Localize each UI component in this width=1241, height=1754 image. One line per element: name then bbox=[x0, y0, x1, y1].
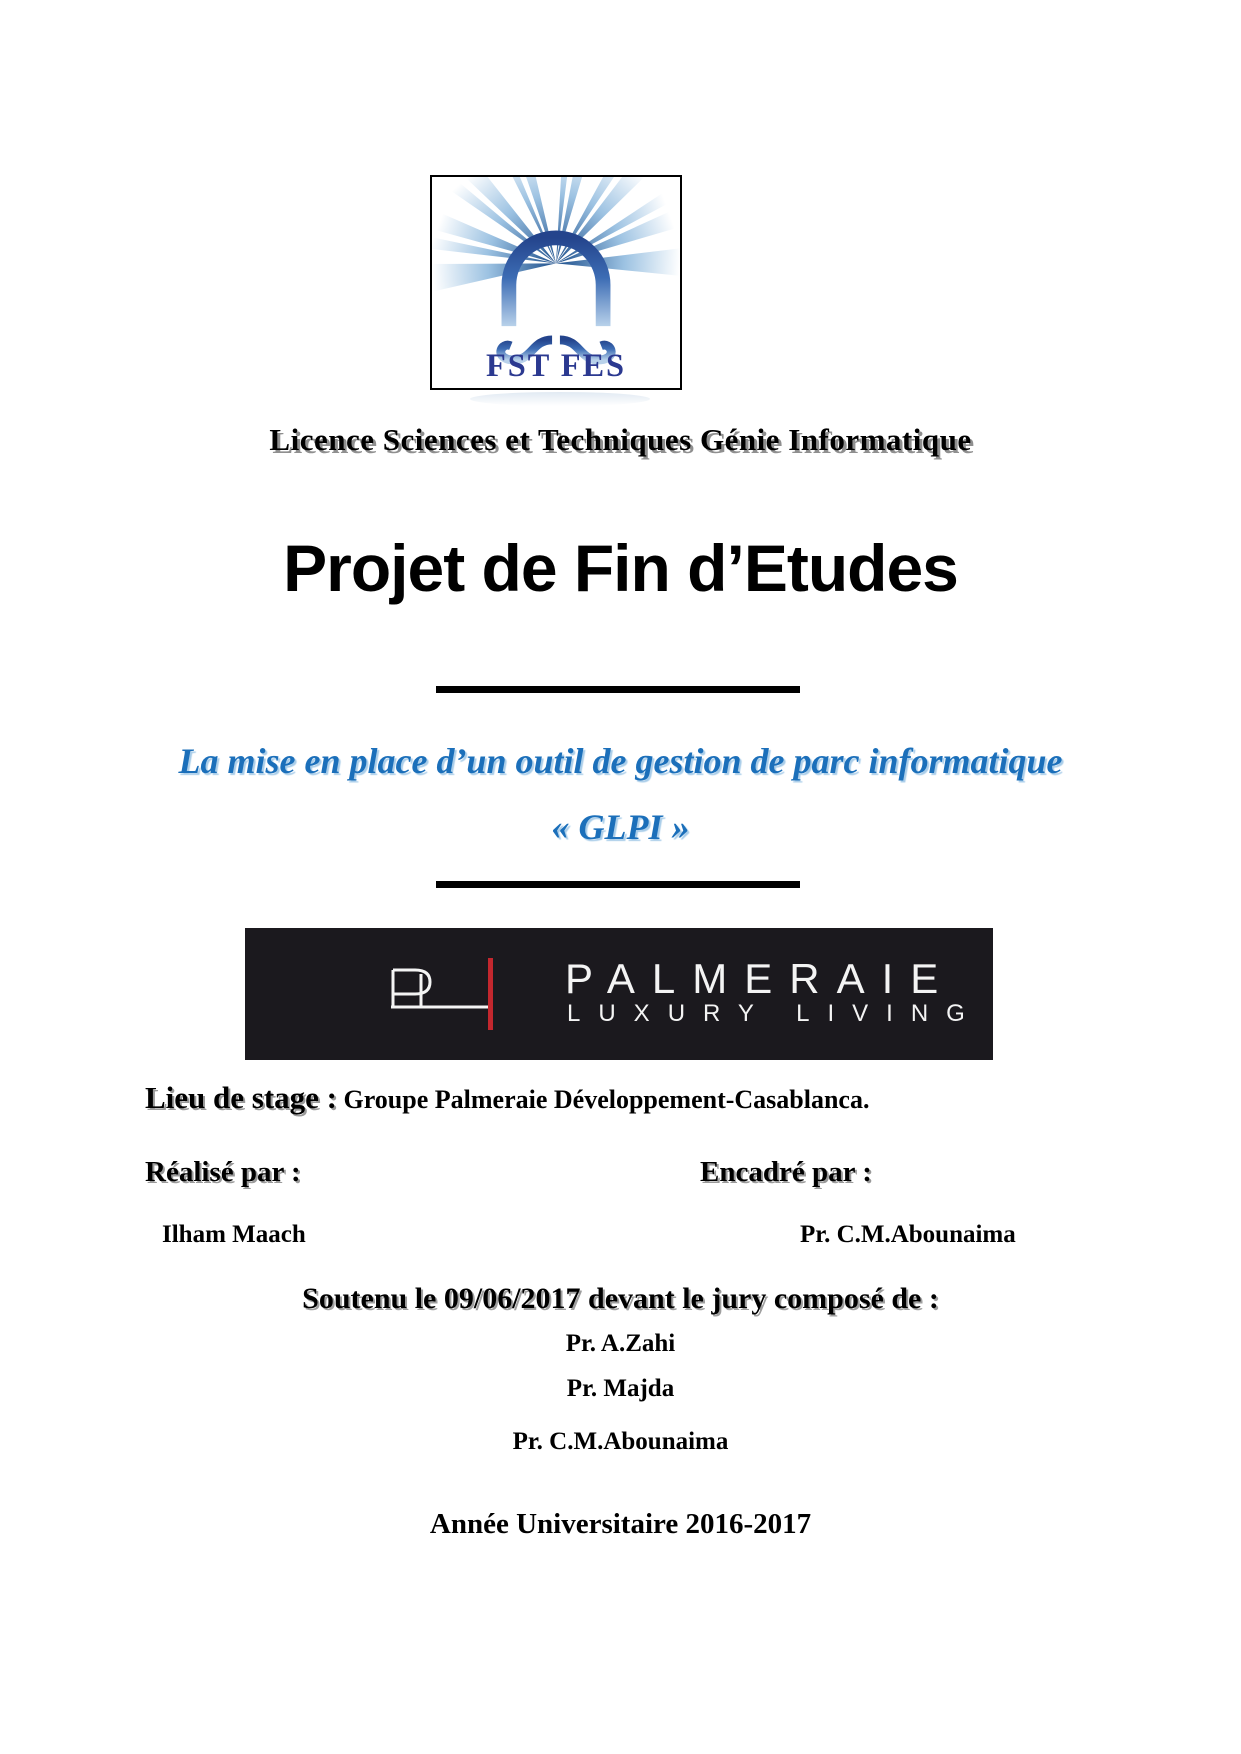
banner-red-separator bbox=[488, 958, 493, 1030]
fst-fes-logo bbox=[430, 175, 682, 390]
fst-fes-logo-graphic bbox=[432, 177, 680, 388]
divider-top bbox=[436, 686, 800, 693]
author-name: Ilham Maach bbox=[162, 1221, 306, 1248]
brand-tagline: LUXURY LIVING bbox=[567, 1000, 983, 1027]
subject-subtitle: « GLPI » bbox=[551, 807, 690, 847]
author-label: Réalisé par : bbox=[145, 1156, 301, 1188]
brand-name: PALMERAIE bbox=[565, 955, 956, 1002]
subject-title: La mise en place d’un outil de gestion de parc informatique bbox=[178, 741, 1063, 781]
internship-label: Lieu de stage : bbox=[145, 1080, 338, 1115]
fst-fes-caption: FST FES bbox=[486, 348, 626, 385]
academic-year: Année Universitaire 2016-2017 bbox=[429, 1508, 812, 1540]
page-title: Projet de Fin d’Etudes bbox=[283, 531, 958, 605]
program-title: Licence Sciences et Techniques Génie Informatique bbox=[269, 422, 972, 457]
internship-line bbox=[145, 1080, 869, 1116]
logo-reflection bbox=[470, 392, 650, 406]
supervisor-name: Pr. C.M.Abounaima bbox=[800, 1221, 1016, 1248]
divider-bottom bbox=[436, 881, 800, 888]
jury-member: Pr. A.Zahi bbox=[565, 1330, 676, 1357]
jury-member: Pr. C.M.Abounaima bbox=[512, 1428, 729, 1455]
palmeraie-banner bbox=[245, 928, 993, 1060]
internship-value: Groupe Palmeraie Développement-Casablanca. bbox=[337, 1085, 870, 1114]
supervisor-label: Encadré par : bbox=[700, 1156, 872, 1188]
pl-monogram-icon bbox=[375, 960, 495, 1022]
jury-member: Pr. Majda bbox=[566, 1375, 675, 1402]
defense-intro: Soutenu le 09/06/2017 devant le jury composé de : bbox=[302, 1282, 939, 1315]
